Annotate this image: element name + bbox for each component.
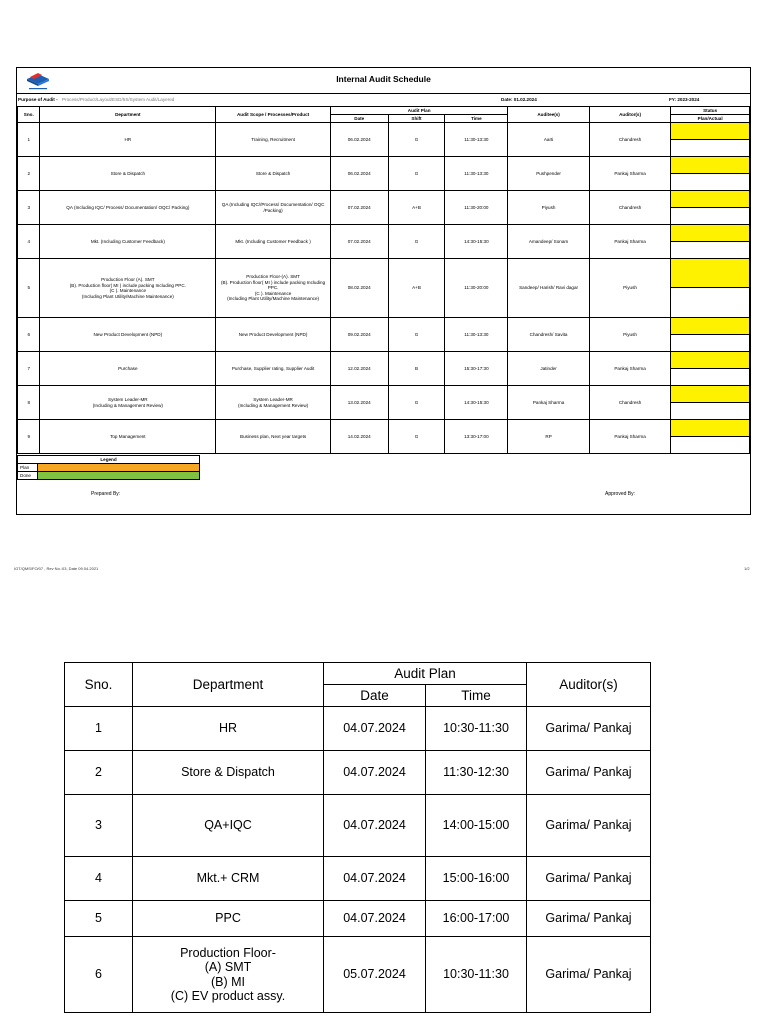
schedule-row [18,420,750,454]
col-sno: Sno. [18,107,40,123]
row-auditee: Pankaj Sharma [508,386,590,420]
page-number: 1/2 [744,566,750,571]
row-shift: G [388,157,445,191]
row-date: 09.02.2024 [330,318,388,352]
plan-row [65,937,651,1013]
schedule-row [18,225,750,259]
plan-row-sno: 1 [65,707,133,751]
prepared-by: Prepared By: [91,491,121,497]
audit-schedule-table [17,106,750,454]
big-col-department: Department [133,663,324,707]
row-shift: G [388,420,445,454]
status-plan-cell [671,352,749,369]
row-sno: 7 [18,352,40,386]
schedule-row [18,386,750,420]
row-sno: 8 [18,386,40,420]
legend-done-label: Done [18,472,38,480]
plan-row-department: Production Floor- (A) SMT (B) MI (C) EV product assy. [133,937,324,1013]
row-department: QA (Including IQC/ Process/ Documentation/ OQC/ Packing) [40,191,216,225]
row-sno: 3 [18,191,40,225]
row-scope: Training, Recruitment [216,123,331,157]
row-shift: G [388,123,445,157]
col-date: Date [330,115,388,123]
schedule-row [18,259,750,318]
row-date: 12.02.2024 [330,352,388,386]
row-auditor: Piyush [589,259,670,318]
purpose-label: Purpose of Audit - [18,97,58,102]
row-department: Purchase [40,352,216,386]
schedule-row [18,352,750,386]
row-auditee: Jatinder [508,352,590,386]
row-department: Production Floor (A). SMT (B). Production floor( MI ) include packing Including PPC. (C ). Maintenance (Including Plant Utility/Machine Maintenance) [40,259,216,318]
status-plan-cell [671,123,749,140]
row-auditee: RP [508,420,590,454]
row-sno: 9 [18,420,40,454]
row-auditee: Aarti [508,123,590,157]
row-time: 11:30-20:00 [445,191,508,225]
row-shift: G [388,225,445,259]
row-scope: Purchase, Supplier rating, Supplier Audit [216,352,331,386]
plan-row-time: 16:00-17:00 [426,901,527,937]
row-sno: 6 [18,318,40,352]
col-time: Time [445,115,508,123]
row-date: 08.02.2024 [330,259,388,318]
big-col-time: Time [426,685,527,707]
status-actual-cell [671,288,749,317]
row-date: 06.02.2024 [330,157,388,191]
row-time: 13:30-17:00 [445,420,508,454]
status-plan-cell [671,157,749,174]
schedule-row [18,123,750,157]
row-auditee: Piyush [508,191,590,225]
plan-row-sno: 5 [65,901,133,937]
plan-row [65,857,651,901]
document-reference: IGT/QMS/FO/07 , Rev No.:03, Date 09.04.2021 [14,566,99,571]
plan-row-time: 10:30-11:30 [426,707,527,751]
status-plan-cell [671,191,749,208]
legend-title: Legend [18,456,200,464]
row-status [671,352,750,386]
row-auditor: Pankaj Sharma [589,352,670,386]
plan-row-auditor: Garima/ Pankaj [527,857,651,901]
row-department: Mkt. (Including Customer Feedback) [40,225,216,259]
row-auditor: Pankaj Sharma [589,157,670,191]
row-status [671,123,750,157]
row-shift: A+B [388,259,445,318]
plan-row-auditor: Garima/ Pankaj [527,751,651,795]
status-plan-cell [671,259,749,288]
plan-row-sno: 3 [65,795,133,857]
row-time: 11:30-13:30 [445,157,508,191]
row-status [671,225,750,259]
financial-year: FY: 2023-2024 [669,97,700,102]
plan-row-department: Mkt.+ CRM [133,857,324,901]
row-time: 11:30-13:30 [445,318,508,352]
plan-row-time: 10:30-11:30 [426,937,527,1013]
status-plan-cell [671,386,749,403]
row-department: System Leader-MR (Including & Management Review) [40,386,216,420]
row-scope: QA (Including IQC//Process/ Documentation/ OQC /Packing) [216,191,331,225]
big-col-auditors: Auditor(s) [527,663,651,707]
audit-plan-table [64,662,651,1013]
status-actual-cell [671,335,749,351]
big-col-date: Date [324,685,426,707]
title-row [17,68,750,94]
row-shift: G [388,318,445,352]
row-auditor: Chandresh [589,191,670,225]
plan-row-time: 14:00-15:00 [426,795,527,857]
schedule-row [18,318,750,352]
audit-schedule-sheet [16,67,751,515]
col-status: Status [671,107,750,115]
row-scope: System Leader-MR (Including & Management Review) [216,386,331,420]
row-status [671,386,750,420]
col-auditors: Auditor(s) [589,107,670,123]
row-sno: 4 [18,225,40,259]
row-shift: B [388,352,445,386]
sheet-title: Internal Audit Schedule [336,74,431,84]
plan-row-department: HR [133,707,324,751]
row-department: HR [40,123,216,157]
row-status [671,157,750,191]
schedule-row [18,191,750,225]
plan-row-date: 04.07.2024 [324,707,426,751]
status-actual-cell [671,140,749,156]
schedule-row [18,157,750,191]
row-auditor: Pankaj Sharma [589,420,670,454]
approved-by: Approved By: [605,491,636,497]
plan-row [65,751,651,795]
plan-row-time: 11:30-12:30 [426,751,527,795]
purpose-text: Process/Product/Layout/ESD/5S/System Audit/Layered [62,97,175,102]
status-actual-cell [671,403,749,419]
status-plan-cell [671,318,749,335]
row-scope: Business plan, Next year targets [216,420,331,454]
row-time: 11:30-13:30 [445,123,508,157]
row-time: 14:30-15:30 [445,225,508,259]
plan-row-department: QA+IQC [133,795,324,857]
plan-row-auditor: Garima/ Pankaj [527,707,651,751]
status-plan-cell [671,420,749,437]
row-scope: Mkt. (Including Customer Feedback ) [216,225,331,259]
row-date: 07.02.2024 [330,225,388,259]
row-date: 06.02.2024 [330,123,388,157]
big-col-sno: Sno. [65,663,133,707]
row-sno: 5 [18,259,40,318]
col-shift: Shift [388,115,445,123]
col-department: Department [40,107,216,123]
row-auditee: Amandeep/ Sonam [508,225,590,259]
row-time: 15:30-17:30 [445,352,508,386]
row-auditee: Sandeep/ Harish/ Ravi dagar [508,259,590,318]
legend-plan-swatch [38,464,200,472]
col-scope: Audit Scope / Processes/Product [216,107,331,123]
status-plan-cell [671,225,749,242]
plan-row-sno: 6 [65,937,133,1013]
row-auditee: Chandresh/ Savita [508,318,590,352]
row-shift: A+B [388,191,445,225]
row-status [671,318,750,352]
legend-done-swatch [38,472,200,480]
row-sno: 2 [18,157,40,191]
col-plan-actual: Plan/Actual [671,115,750,123]
row-date: 13.02.2024 [330,386,388,420]
row-date: 14.02.2024 [330,420,388,454]
row-department: Store & Dispatch [40,157,216,191]
row-shift: G [388,386,445,420]
plan-row-date: 04.07.2024 [324,901,426,937]
plan-row [65,901,651,937]
row-department: Top Management [40,420,216,454]
legend [17,455,200,480]
plan-row-date: 04.07.2024 [324,857,426,901]
plan-row [65,795,651,857]
row-scope: Store & Dispatch [216,157,331,191]
col-auditees: Auditee(s) [508,107,590,123]
status-actual-cell [671,174,749,190]
schedule-date: Date: 01.02.2024 [501,97,537,102]
big-col-audit-plan: Audit Plan [324,663,527,685]
plan-row-time: 15:00-16:00 [426,857,527,901]
row-department: New Product Development (NPD) [40,318,216,352]
row-auditee: Pushpender [508,157,590,191]
status-actual-cell [671,242,749,258]
row-status [671,259,750,318]
row-auditor: Chandresh [589,123,670,157]
purpose-row [17,94,750,106]
row-status [671,420,750,454]
row-sno: 1 [18,123,40,157]
row-time: 14:30-15:30 [445,386,508,420]
plan-row-department: PPC [133,901,324,937]
row-scope: New Product Development (NPD) [216,318,331,352]
plan-row-sno: 2 [65,751,133,795]
status-actual-cell [671,437,749,453]
status-actual-cell [671,208,749,224]
row-time: 11:30-20:00 [445,259,508,318]
row-status [671,191,750,225]
plan-row-date: 05.07.2024 [324,937,426,1013]
status-actual-cell [671,369,749,385]
legend-plan-label: Plan [18,464,38,472]
row-auditor: Piyush [589,318,670,352]
row-date: 07.02.2024 [330,191,388,225]
row-auditor: Pankaj Sharma [589,225,670,259]
row-auditor: Chandresh [589,386,670,420]
row-scope: Production Floor-(A). SMT (B). Production floor( MI ) include packing Including PPC. (C ). Maintenance (Including Plant Utility/Machine Maintenance) [216,259,331,318]
plan-row-sno: 4 [65,857,133,901]
plan-row-department: Store & Dispatch [133,751,324,795]
plan-row-auditor: Garima/ Pankaj [527,795,651,857]
plan-row-date: 04.07.2024 [324,795,426,857]
plan-row-date: 04.07.2024 [324,751,426,795]
plan-row-auditor: Garima/ Pankaj [527,937,651,1013]
col-audit-plan: Audit Plan [330,107,507,115]
plan-row-auditor: Garima/ Pankaj [527,901,651,937]
plan-row [65,707,651,751]
